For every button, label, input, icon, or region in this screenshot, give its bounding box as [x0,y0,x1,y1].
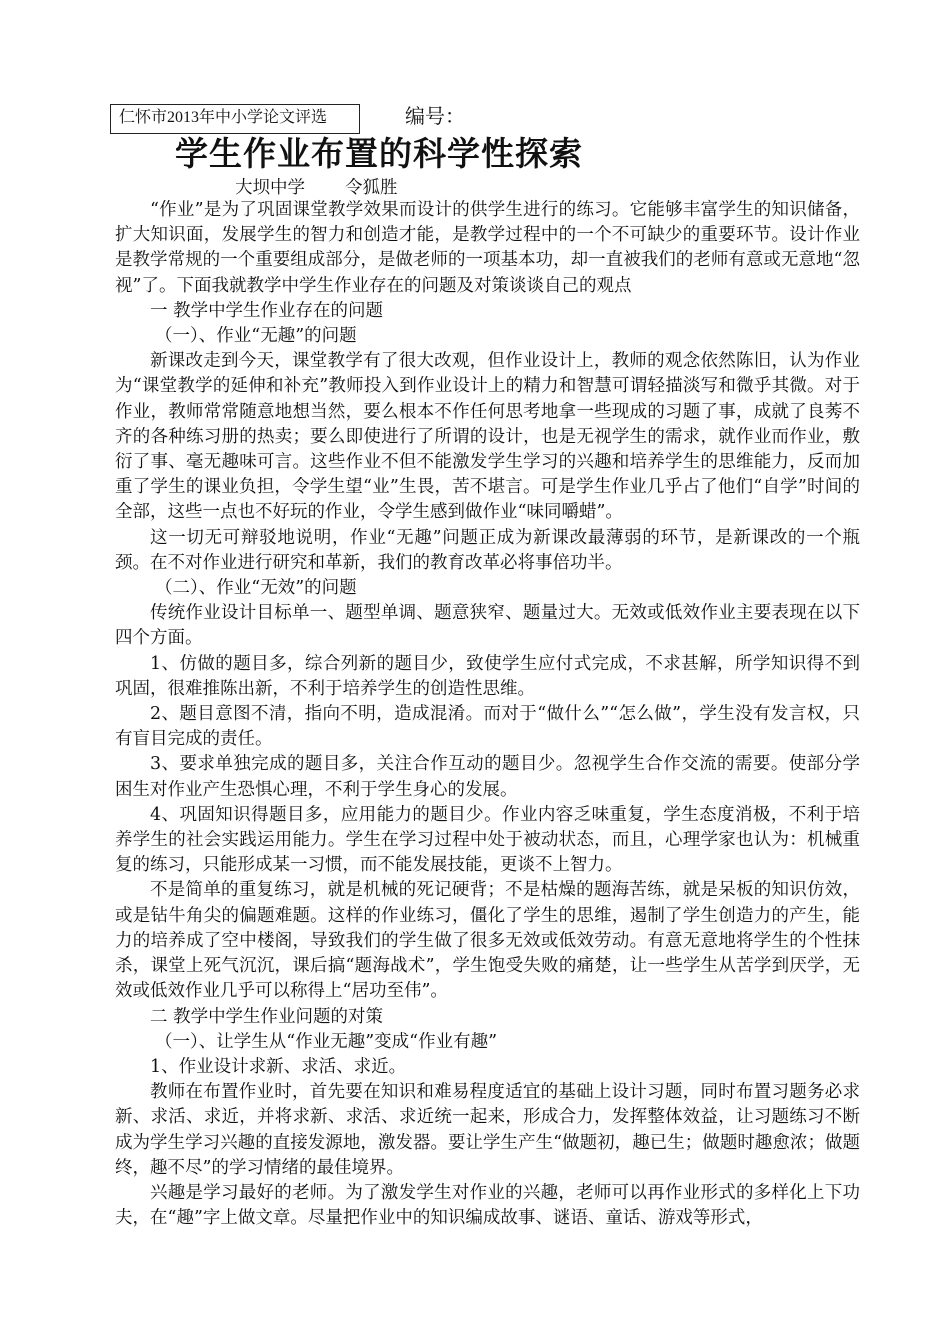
subsection-heading: （二）、作业“无效”的问题 [155,578,357,599]
author-name: 令狐胜 [345,178,398,198]
author-school: 大坝中学 [235,178,305,198]
list-item: 2、题目意图不清，指向不明，造成混淆。而对于“做什么”“怎么做”，学生没有发言权，只有盲目完成的责任。 [115,704,860,750]
list-item: 4、巩固知识得题目多，应用能力的题目少。作业内容乏味重复，学生态度消极，不利于培养学生的社会实践运用能力。学生在学习过程中处于被动状态，而且，心理学家也认为：机械重复的练习，只能形成某一习惯，而不能发展技能，更谈不上智力。 [115,804,860,876]
section-heading: 一 教学中学生作业存在的问题 [150,300,384,321]
body-paragraph: 新课改走到今天，课堂教学有了很大改观，但作业设计上，教师的观念依然陈旧，认为作业为“课堂教学的延伸和补充”教师投入到作业设计上的精力和智慧可谓轻描淡写和微乎其微。对于作业，教师常常随意地想当然，要么根本不作任何思考地拿一些现成的习题了事，成就了良莠不齐的各种练习册的热卖；要么即使进行了所谓的设计，也是无视学生的需求，就作业而作业，敷衍了事、毫无趣味可言。这些作业不但不能激发学生学习的兴趣和培养学生的思维能力，反而加重了学生的课业负担，令学生望“业”生畏，苦不堪言。可是学生作业几乎占了他们“自学”时间的全部，这些一点也不好玩的作业，令学生感到做作业“味同嚼蜡”。 [115,351,860,523]
subsection-heading: （一）、让学生从“作业无趣”变成“作业有趣” [155,1031,498,1052]
document-title: 学生作业布置的科学性探索 [175,134,583,173]
body-paragraph: 不是简单的重复练习，就是机械的死记硬背；不是枯燥的题海苦练，就是呆板的知识仿效，或是钻牛角尖的偏题难题。这样的作业练习，僵化了学生的思维，遏制了学生创造力的产生，能力的培养成了空中楼阁，导致我们的学生做了很多无效或低效劳动。有意无意地将学生的个性抹杀，课堂上死气沉沉，课后搞“题海战术”，学生饱受失败的痛楚，让一些学生从苦学到厌学，无效或低效作业几乎可以称得上“居功至伟”。 [115,880,860,1002]
subsection-heading: （一）、作业“无趣”的问题 [155,326,357,347]
body-paragraph: 传统作业设计目标单一、题型单调、题意狭窄、题量过大。无效或低效作业主要表现在以下四个方面。 [115,603,860,649]
body-paragraph: 兴趣是学习最好的老师。为了激发学生对作业的兴趣，老师可以再作业形式的多样化上下功夫，在“趣”字上做文章。尽量把作业中的知识编成故事、谜语、童话、游戏等形式， [115,1182,860,1229]
list-item: 1、仿做的题目多，综合列新的题目少，致使学生应付式完成，不求甚解，所学知识得不到巩固，很难推陈出新，不利于培养学生的创造性思维。 [115,653,860,699]
intro-paragraph: “作业”是为了巩固课堂教学效果而设计的供学生进行的练习。它能够丰富学生的知识储备，扩大知识面，发展学生的智力和创造才能，是教学过程中的一个不可缺少的重要环节。设计作业是教学常规的一个重要组成部分，是做老师的一项基本功，却一直被我们的老师有意或无意地“忽视”了。下面我就教学中学生作业存在的问题及对策谈谈自己的观点 [115,200,860,296]
byline [235,174,398,199]
serial-number-label: 编号： [405,104,465,128]
list-item: 3、要求单独完成的题目多，关注合作互动的题目少。忽视学生合作交流的需要。使部分学困生对作业产生恐惧心理，不利于学生身心的发展。 [115,754,860,800]
list-item: 1、作业设计求新、求活、求近。 [150,1056,407,1077]
body-paragraph: 这一切无可辩驳地说明，作业“无趣”问题正成为新课改最薄弱的环节，是新课改的一个瓶颈。在不对作业进行研究和革新，我们的教育改革必将事倍功半。 [115,527,860,573]
body-paragraph: 教师在布置作业时，首先要在知识和难易程度适宜的基础上设计习题，同时布置习题务必求新、求活、求近，并将求新、求活、求近统一起来，形成合力，发挥整体效益，让习题练习不断成为学生学习兴趣的直接发源地，激发器。要让学生产生“做题初，趣已生；做题时趣愈浓；做题终，趣不尽”的学习情绪的最佳境界。 [115,1082,860,1178]
section-heading: 二 教学中学生作业问题的对策 [150,1006,384,1027]
contest-label-box: 仁怀市2013年中小学论文评选 [110,104,360,134]
document-body [115,198,860,1231]
